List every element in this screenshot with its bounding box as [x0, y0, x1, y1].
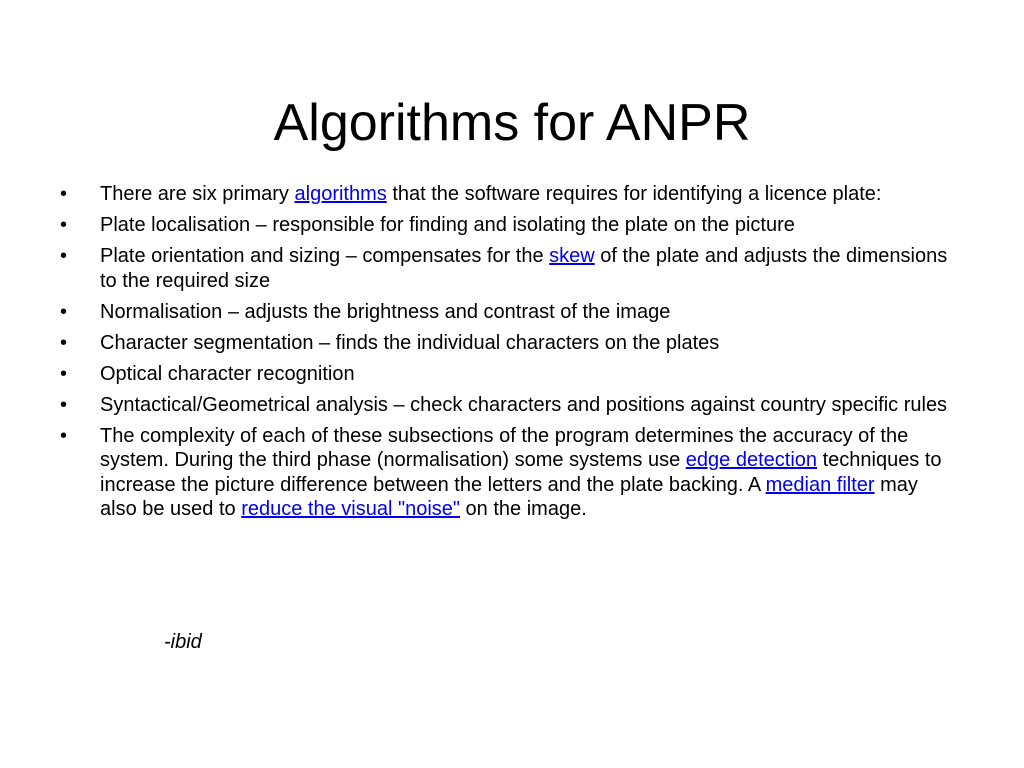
bullet-item-algorithms [56, 182, 956, 207]
edge-detection-link[interactable]: edge detection [685, 449, 818, 471]
bullet-text: Plate localisation – responsible for finding and isolating the plate on the picture [100, 214, 795, 236]
bullet-text: The complexity of each of these subsections of the program determines the accuracy of the system. During the third phase (normalisation) some systems use [100, 424, 909, 471]
bullet-text: Syntactical/Geometrical analysis – check characters and positions against country specific rules [100, 393, 948, 416]
bullet-icon: • [60, 424, 68, 447]
algorithms-link[interactable]: algorithms [294, 183, 387, 205]
bullet-item-plate-localisation [56, 213, 956, 238]
bullet-text: Normalisation – adjusts the brightness and contrast of the image [100, 300, 671, 323]
bullet-text: that the software requires for identifying a licence plate: [386, 183, 882, 205]
bullet-text: of the plate and adjusts the dimensions to the required size [100, 245, 948, 292]
bullet-text: There are six primary [100, 183, 295, 205]
bullet-text: Optical character recognition [100, 362, 355, 385]
citation: -ibid [164, 631, 202, 653]
bullet-icon: • [60, 362, 68, 385]
bullet-text: techniques to increase the picture difference between the letters and the plate backing. A [100, 449, 942, 496]
bullet-icon: • [60, 245, 68, 267]
bullet-item-syntactical-analysis [56, 393, 956, 418]
bullet-icon: • [60, 393, 68, 416]
bullet-item-ocr [56, 362, 956, 387]
bullet-text: on the image. [460, 498, 587, 520]
median-filter-link[interactable]: median filter [765, 473, 875, 496]
bullet-item-normalisation [56, 300, 956, 325]
bullet-text: may also be used to [100, 473, 918, 520]
bullet-item-plate-orientation [56, 244, 956, 293]
bullet-item-complexity [56, 424, 956, 522]
skew-link[interactable]: skew [549, 245, 595, 267]
bullet-text: Character segmentation – finds the individual characters on the plates [100, 331, 720, 354]
bullet-text: Plate orientation and sizing – compensates for the [100, 245, 550, 267]
reduce-noise-link[interactable]: reduce the visual "noise" [241, 498, 460, 520]
bullet-icon: • [60, 331, 68, 354]
bullet-item-character-segmentation [56, 331, 956, 356]
slide-title: Algorithms for ANPR [273, 93, 751, 152]
bullet-list [56, 182, 956, 528]
bullet-icon: • [60, 183, 68, 205]
bullet-icon: • [60, 214, 68, 236]
bullet-icon: • [60, 300, 68, 323]
